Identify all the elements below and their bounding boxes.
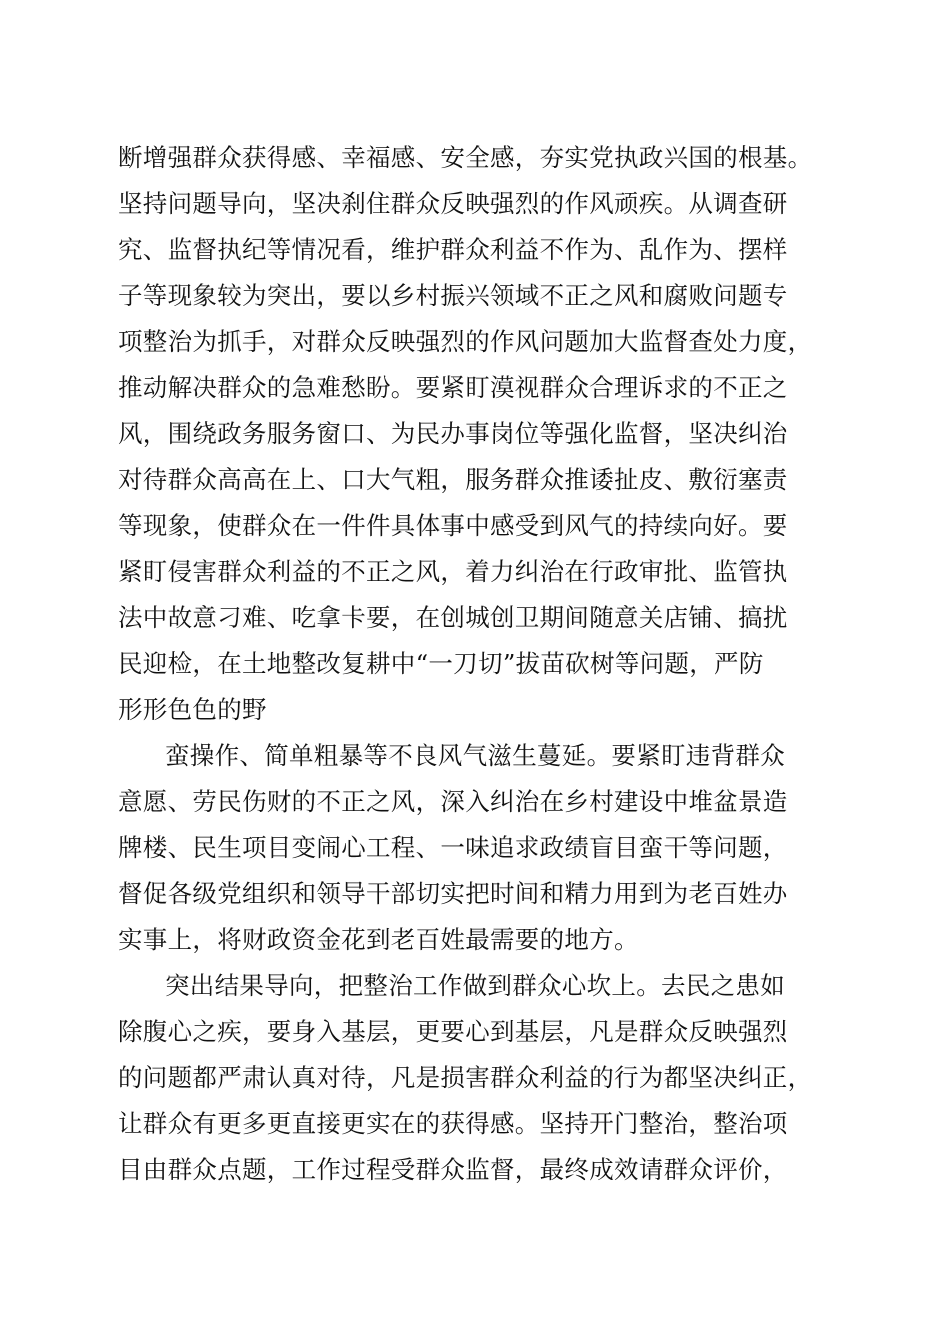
text-line: 风，围绕政务服务窗口、为民办事岗位等强化监督，坚决纠治 [118,419,788,448]
text-line: 断增强群众获得感、幸福感、安全感，夯实党执政兴国的根基。 [118,143,813,172]
text-line: 让群众有更多更直接更实在的获得感。坚持开门整治，整治项 [118,1109,788,1138]
text-line: 究、监督执纪等情况看，维护群众利益不作为、乱作为、摆样 [118,235,788,264]
text-line: 牌楼、民生项目变闹心工程、一味追求政绩盲目蛮干等问题， [118,833,788,862]
text-line: 目由群众点题，工作过程受群众监督，最终成效请群众评价， [118,1155,788,1184]
text-line: 意愿、劳民伤财的不正之风，深入纠治在乡村建设中堆盆景造 [118,787,788,816]
text-line: 推动解决群众的急难愁盼。要紧盯漠视群众合理诉求的不正之 [118,373,788,402]
text-line: 等现象，使群众在一件件具体事中感受到风气的持续向好。要 [118,511,788,540]
text-line: 对待群众高高在上、口大气粗，服务群众推诿扯皮、敷衍塞责 [118,465,788,494]
text-line: 督促各级党组织和领导干部切实把时间和精力用到为老百姓办 [118,879,788,908]
text-line: 蛮操作、简单粗暴等不良风气滋生蔓延。要紧盯违背群众 [165,741,785,770]
text-line: 项整治为抓手，对群众反映强烈的作风问题加大监督查处力度， [118,327,813,356]
text-line: 坚持问题导向，坚决刹住群众反映强烈的作风顽疾。从调查研 [118,189,788,218]
text-line: 实事上，将财政资金花到老百姓最需要的地方。 [118,925,639,954]
text-line: 的问题都严肃认真对待，凡是损害群众利益的行为都坚决纠正， [118,1063,813,1092]
text-line: 民迎检，在土地整改复耕中“一刀切”拔苗砍树等问题，严防 [118,649,764,678]
text-line: 突出结果导向，把整治工作做到群众心坎上。去民之患如 [165,971,785,1000]
text-line: 除腹心之疾，要身入基层，更要心到基层，凡是群众反映强烈 [118,1017,788,1046]
text-line: 形形色色的野 [118,695,267,724]
text-line: 子等现象较为突出，要以乡村振兴领域不正之风和腐败问题专 [118,281,788,310]
text-line: 法中故意刁难、吃拿卡要，在创城创卫期间随意关店铺、搞扰 [118,603,788,632]
text-line: 紧盯侵害群众利益的不正之风，着力纠治在行政审批、监管执 [118,557,788,586]
